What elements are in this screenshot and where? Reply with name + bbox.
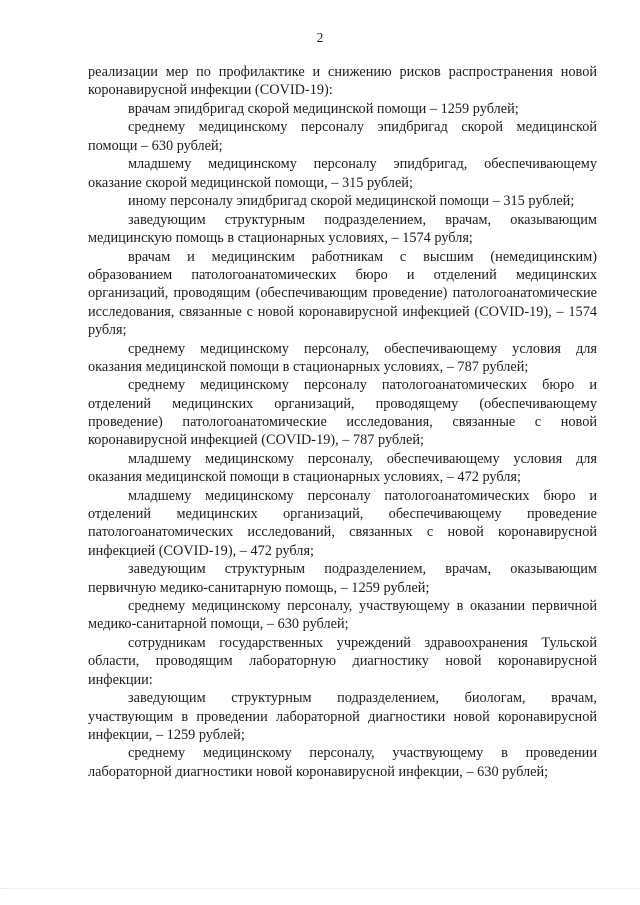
paragraph: заведующим структурным подразделением, врачам, оказывающим первичную медико-санитарную помощь, – 1259 рублей; [88, 561, 597, 596]
scan-artifact-line [0, 888, 640, 891]
paragraph: врачам эпидбригад скорой медицинской помощи – 1259 рублей; [128, 100, 519, 117]
paragraph: иному персоналу эпидбригад скорой медицинской помощи – 315 рублей; [128, 193, 575, 210]
paragraph: реализации мер по профилактике и снижению рисков распространения новой коронавирусной инфекции (COVID-19): [88, 64, 597, 99]
page-number: 2 [316, 30, 324, 45]
paragraph: младшему медицинскому персоналу эпидбригад, обеспечивающему оказание скорой медицинской помощи, – 315 рублей; [88, 156, 597, 191]
paragraph: врачам и медицинским работникам с высшим (немедицинским) образованием патологоанатомических бюро и отделений медицинских организаций, проводящим (обеспечивающим проведение) патологоанатомические исследования, связанные с новой коронавирусной инфекцией (COVID-19), – 1574 рубля; [88, 248, 597, 338]
document-body [88, 63, 597, 781]
paragraph: младшему медицинскому персоналу патологоанатомических бюро и отделений медицинских организаций, обеспечивающему проведение патологоанатомических исследований, связанных с новой коронавирусной инфекцией (COVID-19), – 472 рубля; [88, 487, 597, 559]
paragraph: среднему медицинскому персоналу патологоанатомических бюро и отделений медицинских организаций, проводящему (обеспечивающему проведение) патологоанатомические исследования, связанные с новой коронавирусной инфекцией (COVID-19), – 787 рублей; [88, 377, 597, 449]
paragraph: среднему медицинскому персоналу эпидбригад скорой медицинской помощи – 630 рублей; [88, 119, 597, 154]
paragraph: младшему медицинскому персоналу, обеспечивающему условия для оказания медицинской помощи в стационарных условиях, – 472 рубля; [88, 450, 597, 486]
paragraph: сотрудникам государственных учреждений здравоохранения Тульской области, проводящим лабораторную диагностику новой коронавирусной инфекции: [88, 635, 597, 688]
paragraph: среднему медицинскому персоналу, участвующему в проведении лабораторной диагностики новой коронавирусной инфекции, – 630 рублей; [88, 745, 597, 780]
paragraph: заведующим структурным подразделением, биологам, врачам, участвующим в проведении лабораторной диагностики новой коронавирусной инфекции, – 1259 рублей; [88, 690, 597, 743]
paragraph: заведующим структурным подразделением, врачам, оказывающим медицинскую помощь в стационарных условиях, – 1574 рубля; [88, 211, 597, 247]
paragraph: среднему медицинскому персоналу, участвующему в оказании первичной медико-санитарной помощи, – 630 рублей; [88, 598, 597, 633]
paragraph: среднему медицинскому персоналу, обеспечивающему условия для оказания медицинской помощи в стационарных условиях, – 787 рублей; [88, 340, 597, 375]
